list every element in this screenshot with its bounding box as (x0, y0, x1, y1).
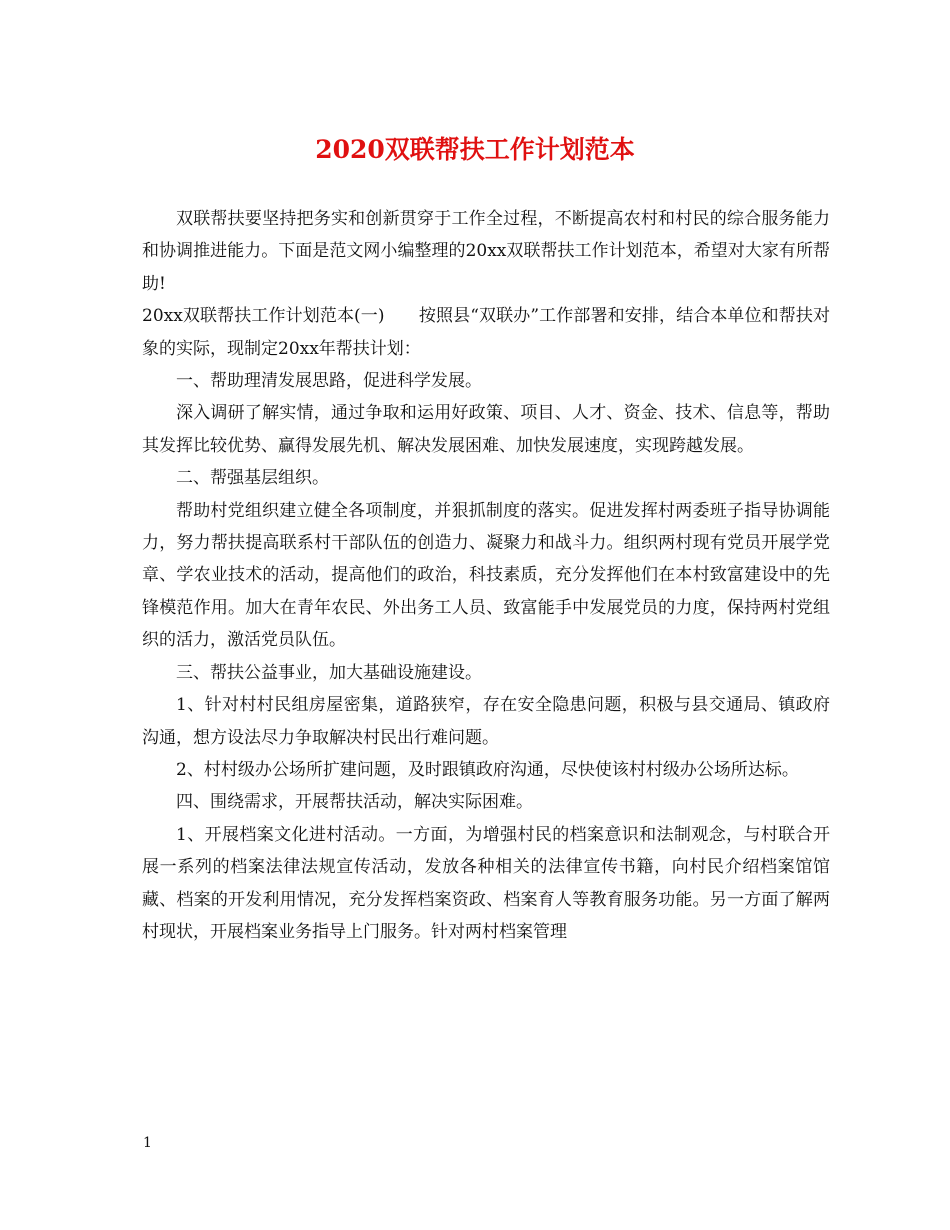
body-paragraph: 帮助村党组织建立健全各项制度，并狠抓制度的落实。促进发挥村两委班子指导协调能力，努力帮扶提高联系村干部队伍的创造力、凝聚力和战斗力。组织两村现有党员开展学党章、学农业技术的活动，提高他们的政治，科技素质，充分发挥他们在本村致富建设中的先锋模范作用。加大在青年农民、外出务工人员、致富能手中发展党员的力度，保持两村党组织的活力，激活党员队伍。 (142, 500, 830, 651)
body-paragraph: 深入调研了解实情，通过争取和运用好政策、项目、人才、资金、技术、信息等，帮助其发挥比较优势、赢得发展先机、解决发展困难、加快发展速度，实现跨越发展。 (142, 403, 830, 456)
body-paragraph: 2、村村级办公场所扩建问题，及时跟镇政府沟通，尽快使该村村级办公场所达标。 (176, 759, 799, 780)
section-intro-paragraph: 20xx双联帮扶工作计划范本(一) 按照县“双联办”工作部署和安排，结合本单位和帮扶对象的实际，现制定20xx年帮扶计划： (142, 306, 830, 359)
intro-paragraph: 双联帮扶要坚持把务实和创新贯穿于工作全过程，不断提高农村和村民的综合服务能力和协调推进能力。下面是范文网小编整理的20xx双联帮扶工作计划范本，希望对大家有所帮助! (142, 209, 830, 294)
document-title: 2020双联帮扶工作计划范本 (315, 135, 635, 164)
page-number: 1 (143, 1135, 152, 1151)
body-paragraph: 1、针对村村民组房屋密集，道路狭窄，存在安全隐患问题，积极与县交通局、镇政府沟通，想方设法尽力争取解决村民出行难问题。 (142, 695, 830, 748)
heading-two: 二、帮强基层组织。 (176, 468, 329, 489)
document-body (142, 203, 830, 948)
heading-three: 三、帮扶公益事业，加大基础设施建设。 (176, 662, 482, 683)
heading-one: 一、帮助理清发展思路，促进科学发展。 (176, 371, 482, 392)
heading-four: 四、围绕需求，开展帮扶活动，解决实际困难。 (176, 792, 533, 813)
body-paragraph: 1、开展档案文化进村活动。一方面，为增强村民的档案意识和法制观念，与村联合开展一系列的档案法律法规宣传活动，发放各种相关的法律宣传书籍，向村民介绍档案馆馆藏、档案的开发利用情况，充分发挥档案资政、档案育人等教育服务功能。另一方面了解两村现状，开展档案业务指导上门服务。针对两村档案管理 (142, 824, 830, 942)
